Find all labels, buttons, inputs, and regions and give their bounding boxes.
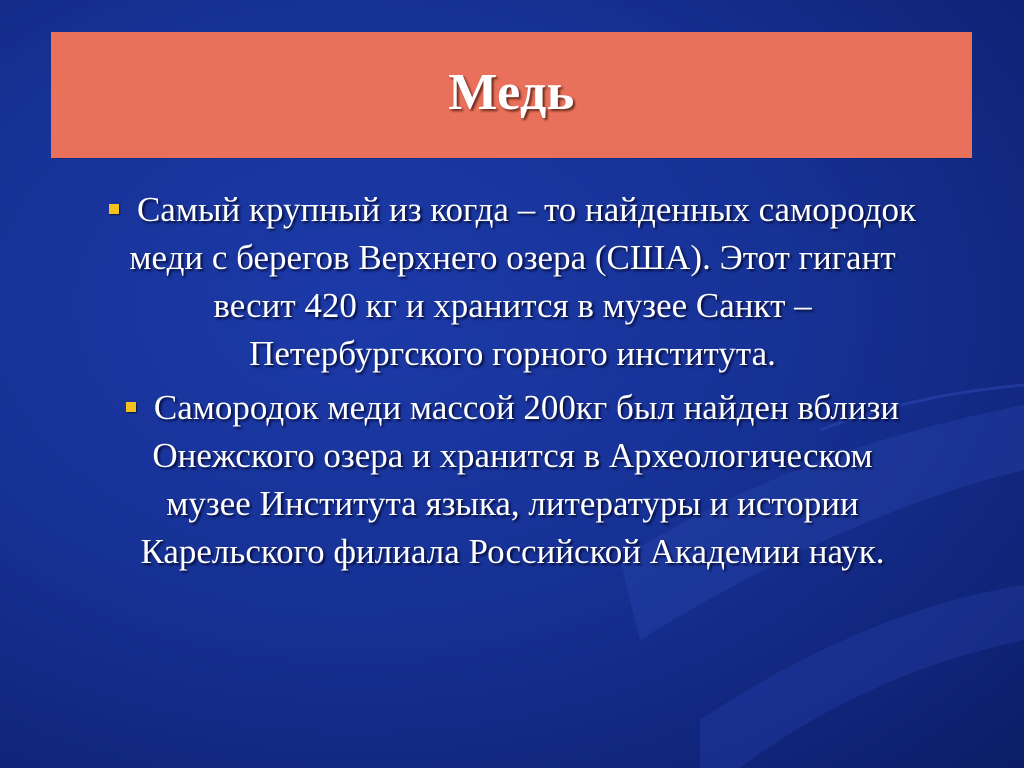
bullet-text-line: Самый крупный из когда – то найденных самородок [136,190,917,229]
bullet-text-line: Петербургского горного института. [249,334,776,373]
bullet-text-line: Карельского филиала Российской Академии наук. [140,532,885,571]
bullet-text-line: Онежского озера и хранится в Археологическом [152,436,873,475]
slide-title: Медь [448,63,575,121]
bullet-text-line: Самородок меди массой 200кг был найден вблизи [153,388,900,427]
bullet-text-line: музее Института языка, литературы и истории [166,484,859,523]
bullet-text-line: меди с берегов Верхнего озера (США). Этот гигант [129,238,896,277]
bullet-text-line: весит 420 кг и хранится в музее Санкт – [213,286,812,325]
bullet-list [60,186,965,576]
bullet-item [60,186,965,378]
title-band [51,32,972,158]
bullet-item [60,384,965,576]
square-bullet-icon [109,204,119,214]
square-bullet-icon [126,402,136,412]
